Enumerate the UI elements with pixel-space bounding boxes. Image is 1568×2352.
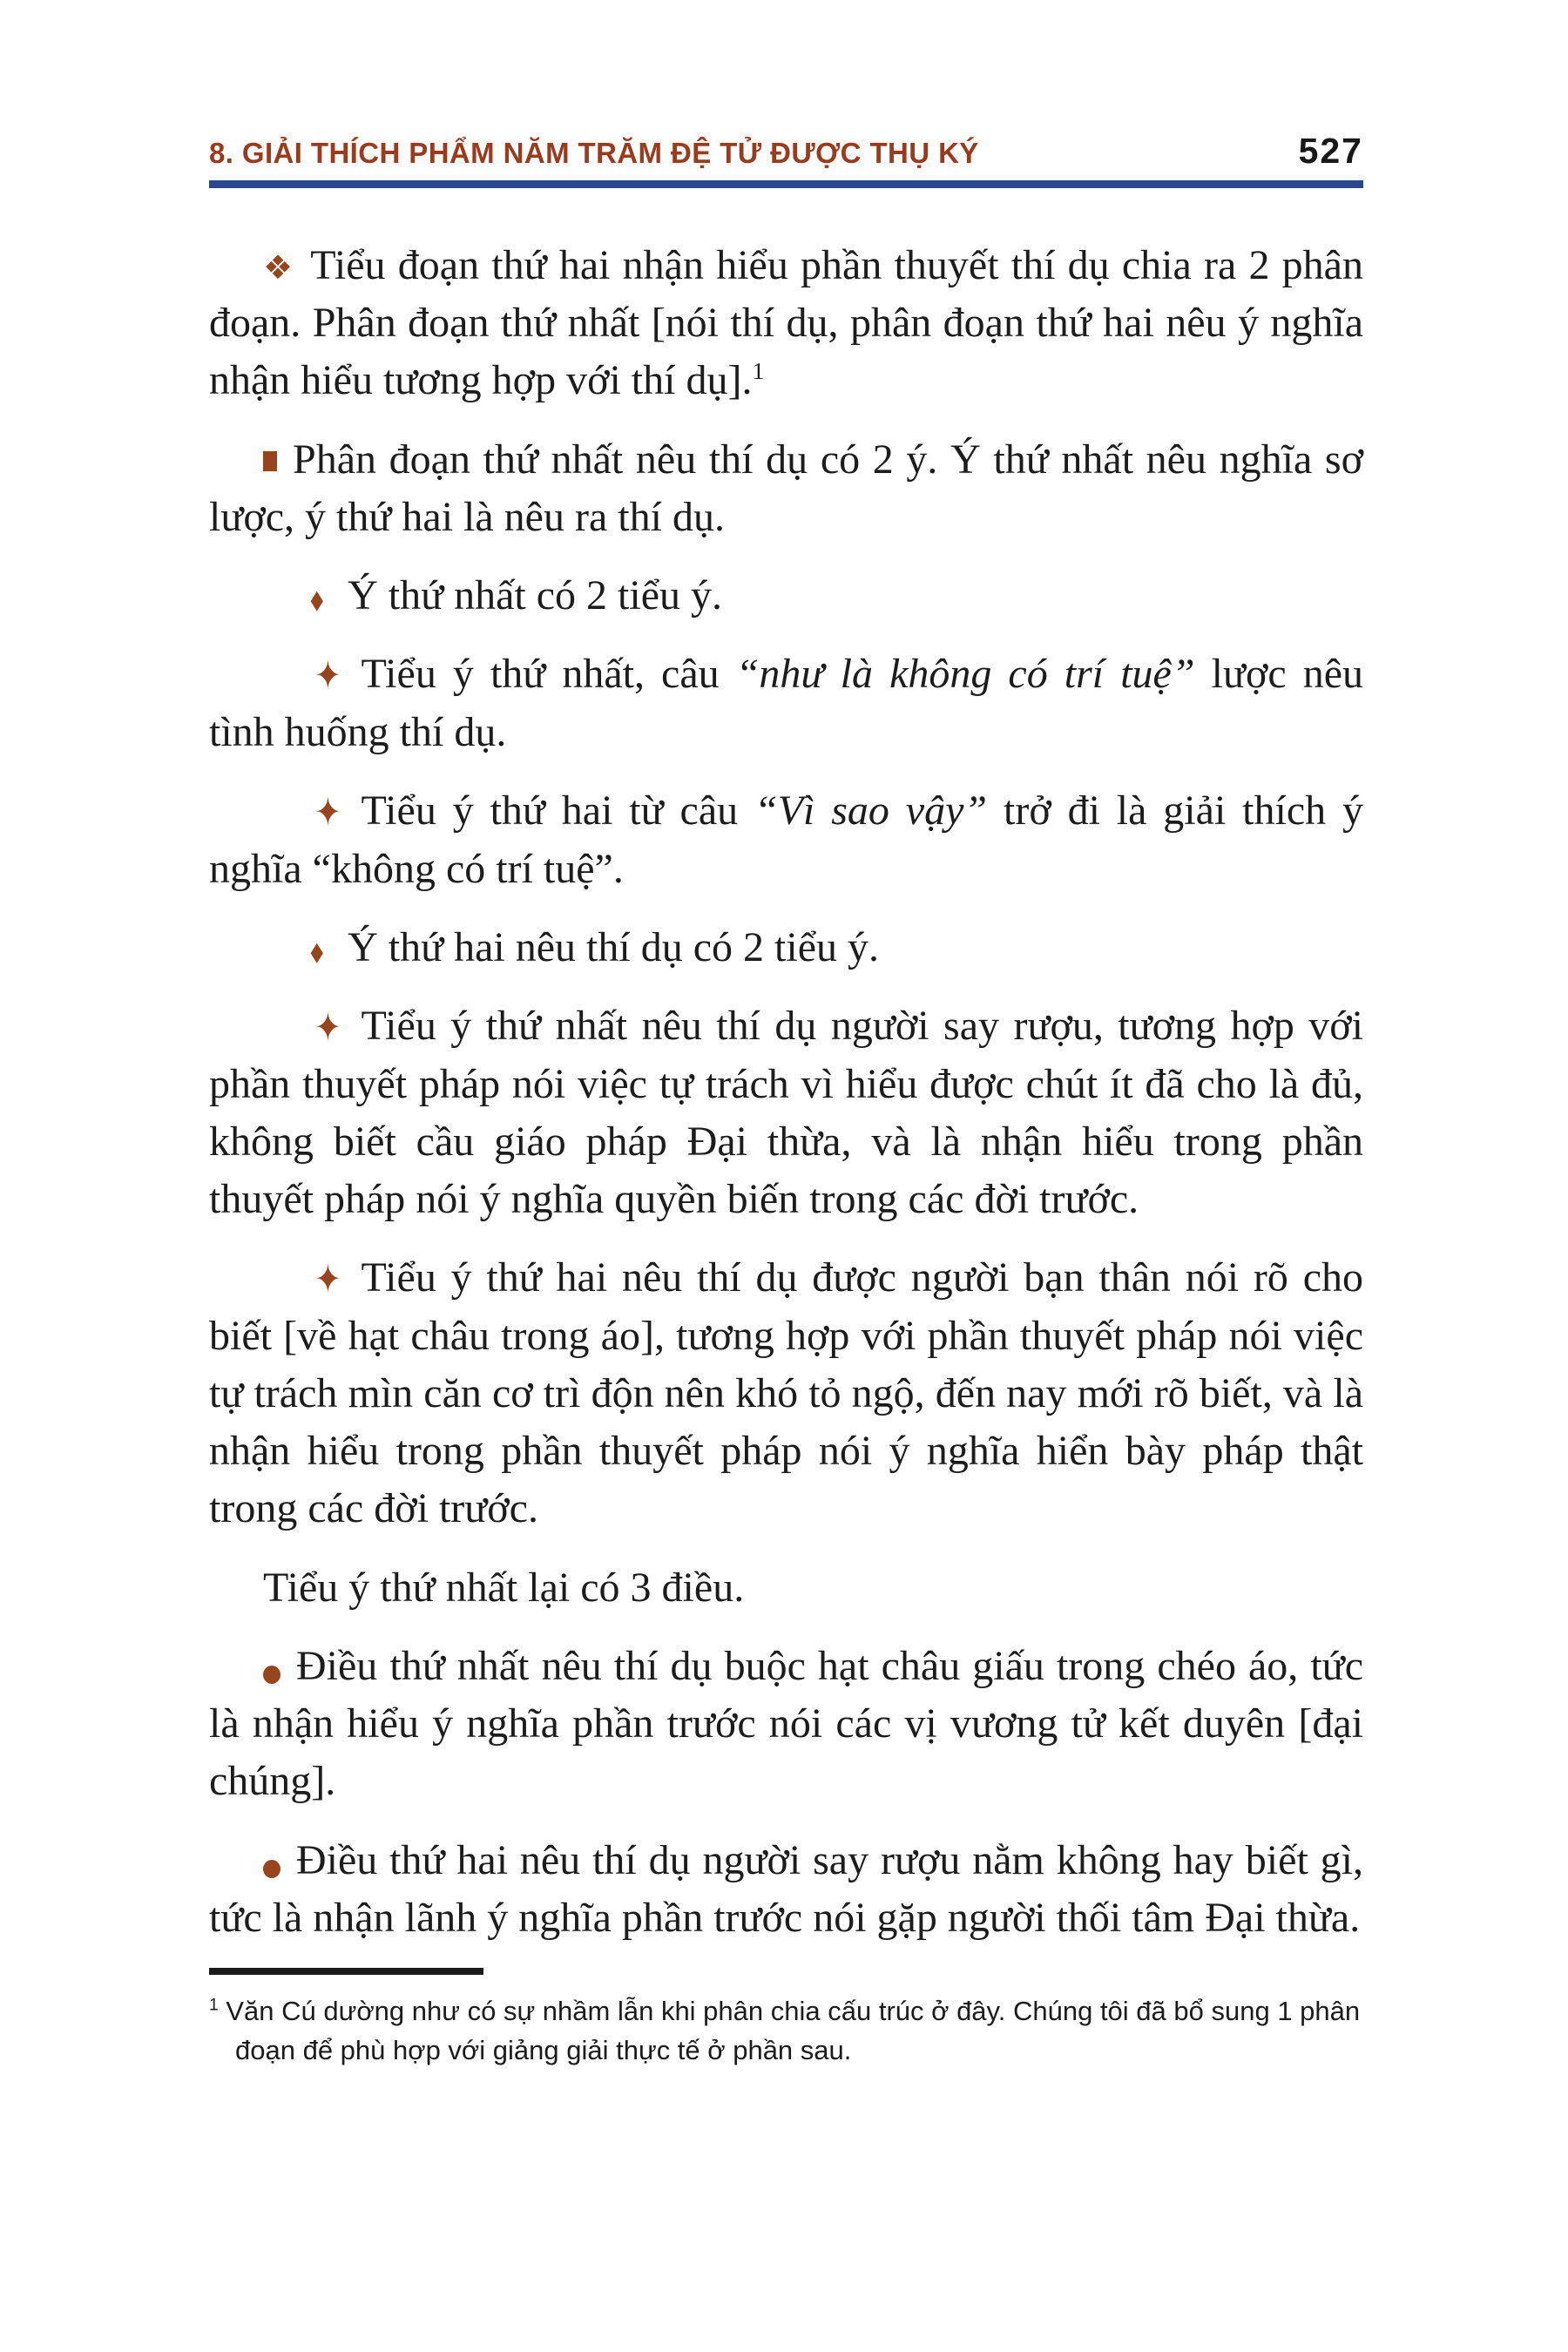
paragraph-text: Tiểu ý thứ nhất, câu [361,651,736,698]
paragraph [209,237,1363,410]
paragraph-text: Tiểu ý thứ hai nêu thí dụ được người bạn thân nói rõ cho biết [về hạt châu trong áo], tương hợp với phần thuyết pháp nói việc tự trách mìn căn cơ trì độn nên khó tỏ ngộ, đến nay mới rõ biết, và là nhận hiểu trong phần thuyết pháp nói ý nghĩa hiển bày pháp thật trong các đời trước. [209,1254,1363,1532]
paragraph-text: Tiểu ý thứ nhất nêu thí dụ người say rượu, tương hợp với phần thuyết pháp nói việc tự trách vì hiểu được chút ít đã cho là đủ, không biết cầu giáo pháp Đại thừa, và là nhận hiểu trong phần thuyết pháp nói ý nghĩa quyền biến trong các đời trước. [209,1003,1363,1222]
paragraph [209,431,1363,546]
paragraph [209,782,1363,898]
paragraph [209,567,1363,625]
footnote-ref-marker: 1 [752,358,765,386]
paragraph [209,1832,1363,1947]
footnote-text: Văn Cú dường như có sự nhầm lẫn khi phân chia cấu trúc ở đây. Chúng tôi đã bổ sung 1 phân đoạn để phù hợp với giảng giải thực tế ở phần sau. [226,1996,1361,2065]
footnote [209,1992,1363,2071]
diamond-bullet-icon: ◆ [310,585,323,616]
paragraph [209,1638,1363,1811]
paragraph [209,997,1363,1228]
paragraph [209,919,1363,977]
paragraph-text: Điều thứ nhất nêu thí dụ buộc hạt châu giấu trong chéo áo, tức là nhận hiểu ý nghĩa phần trước nói các vị vương tử kết duyên [đại chúng]. [209,1642,1363,1805]
paragraph [209,1559,1363,1617]
diamond-bullet-icon: ◆ [310,936,323,967]
four-pointed-star-bullet-icon: ✦ [314,652,341,700]
header-rule [209,180,1363,188]
paragraph-text: Phân đoạn thứ nhất nêu thí dụ có 2 ý. Ý thứ nhất nêu nghĩa sơ lược, ý thứ hai là nêu ra thí dụ. [209,436,1363,540]
paragraph [209,1249,1363,1538]
quad-diamond-bullet-icon: ❖ [263,248,295,287]
page-number: 527 [1298,131,1363,171]
circle-bullet-icon [263,1666,280,1684]
footnote-number: 1 [209,1996,219,2015]
four-pointed-star-bullet-icon: ✦ [314,1004,341,1051]
paragraph [209,645,1363,761]
quoted-phrase: “như là không có trí tuệ” [735,651,1195,698]
paragraph-text: Tiểu ý thứ hai từ câu [361,787,755,835]
body-text [209,237,1363,1947]
running-title: 8. GIẢI THÍCH PHẨM NĂM TRĂM ĐỆ TỬ ĐƯỢC THỤ KÝ [209,137,979,169]
quoted-phrase: “Vì sao vậy” [754,787,988,835]
paragraph-text: Điều thứ hai nêu thí dụ người say rượu nằm không hay biết gì, tức là nhận lãnh ý nghĩa phần trước nói gặp người thối tâm Đại thừa. [209,1836,1363,1941]
paragraph-text: trở đi là giải thích ý nghĩa “không có trí tuệ”. [209,787,1364,892]
four-pointed-star-bullet-icon: ✦ [314,1255,341,1303]
paragraph-text: Tiểu đoạn thứ hai nhận hiểu phần thuyết thí dụ chia ra 2 phân đoạn. Phân đoạn thứ nhất [nói thí dụ, phân đoạn thứ hai nêu ý nghĩa nhận hiểu tương hợp với thí dụ]. [209,242,1363,404]
paragraph-text: Ý thứ hai nêu thí dụ có 2 tiểu ý. [348,923,879,970]
circle-bullet-icon [263,1860,280,1878]
paragraph-text: Ý thứ nhất có 2 tiểu ý. [348,572,723,619]
page-header [209,131,1363,172]
square-bullet-icon [263,451,277,471]
four-pointed-star-bullet-icon: ✦ [314,788,341,836]
paragraph-text: lược nêu tình huống thí dụ. [209,651,1364,755]
paragraph-text: Tiểu ý thứ nhất lại có 3 điều. [263,1564,745,1611]
footnote-divider [209,1968,483,1975]
